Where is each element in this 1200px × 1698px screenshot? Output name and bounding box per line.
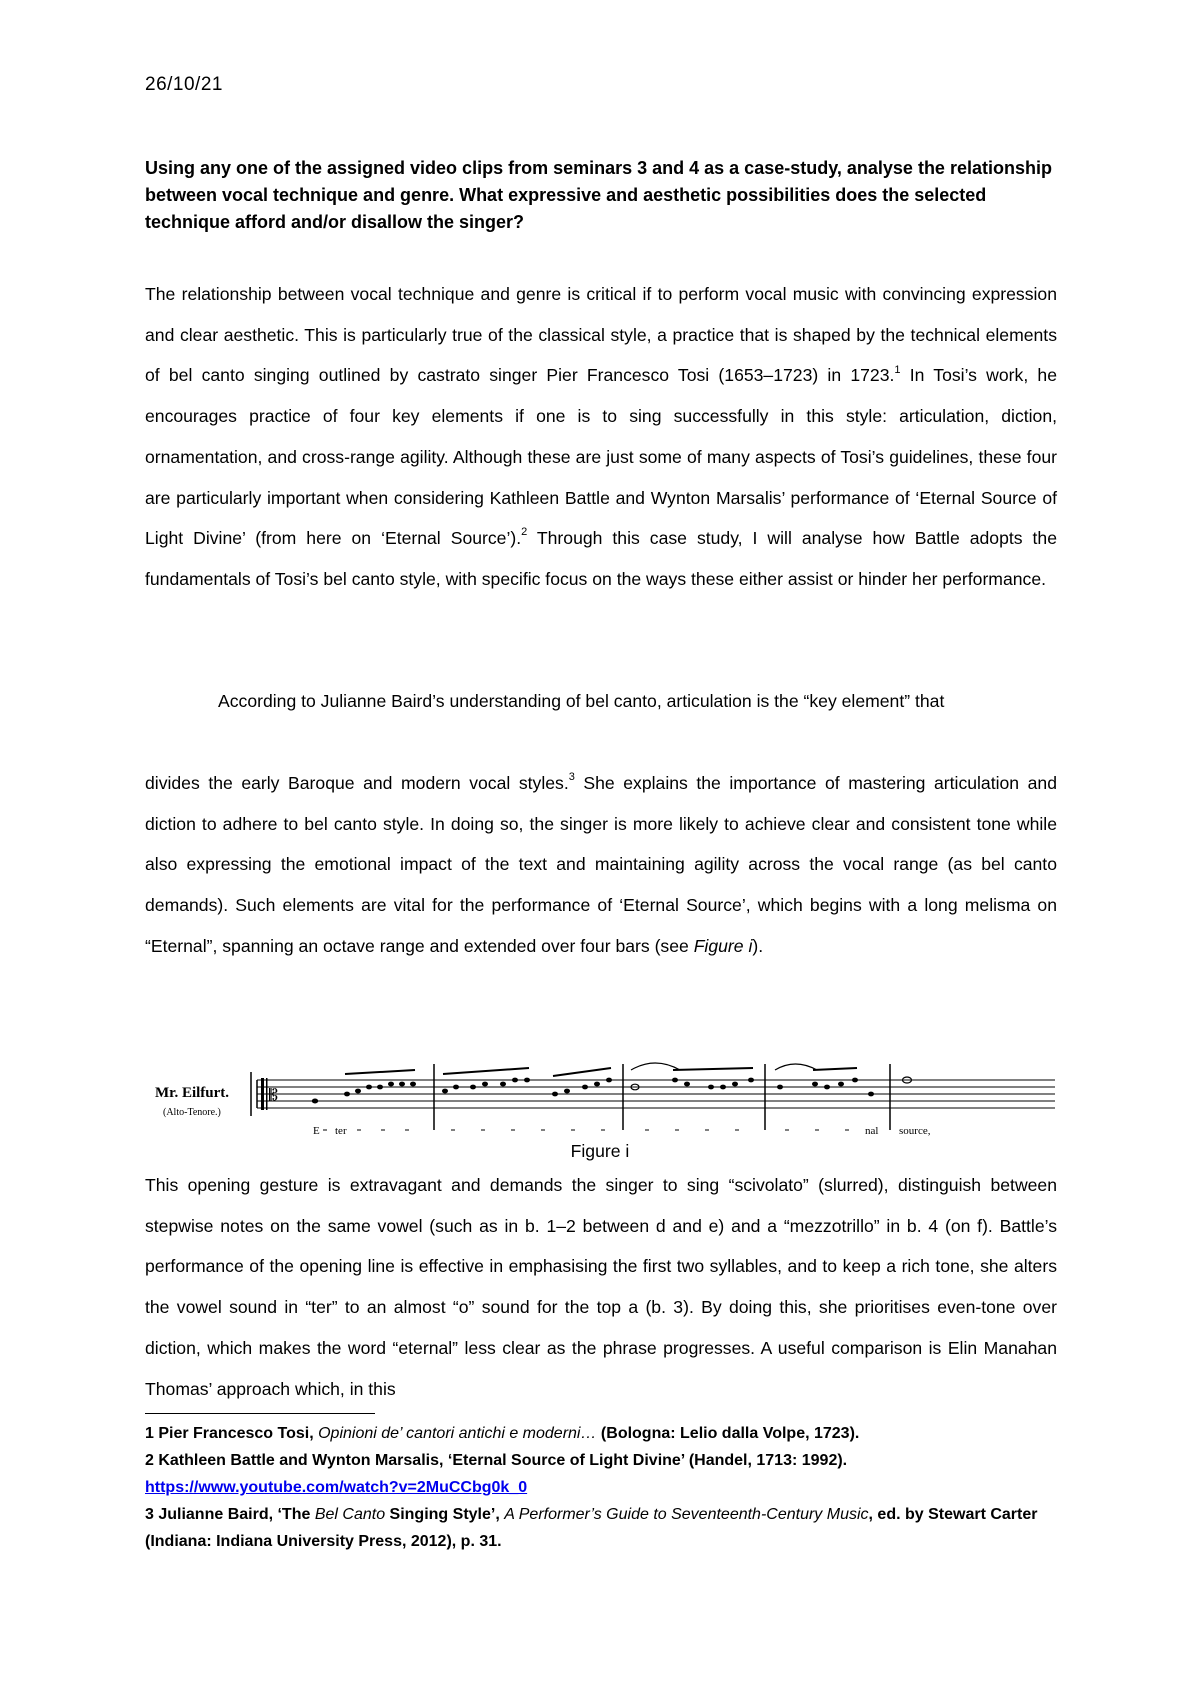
staff-lines bbox=[257, 1080, 1055, 1108]
score-voice-type: (Alto-Tenore.) bbox=[163, 1107, 221, 1118]
footnote-3-text-c: , ed. by Stewart Carter (Indiana: Indiana University Press, 2012), p. 31. bbox=[145, 1506, 1038, 1550]
paragraph-1-text-c: Through this case study, I will analyse how Battle adopts the fundamentals of Tosi’s bel canto style, with specific focus on the ways these either assist or hinder her performance. bbox=[145, 528, 1057, 589]
essay-question: Using any one of the assigned video clips from seminars 3 and 4 as a case-study, analyse the relationship between vocal technique and genre. What expressive and aesthetic possibilities does the selected technique afford and/or disallow the singer? bbox=[145, 158, 1052, 232]
score-lyric-ter: ter bbox=[335, 1125, 347, 1137]
notes bbox=[312, 1077, 912, 1104]
footnote-1-text-b: (Bologna: Lelio dalla Volpe, 1723). bbox=[596, 1425, 860, 1442]
footnote-3-italic-1: Bel Canto bbox=[314, 1506, 386, 1523]
paragraph-3: This opening gesture is extravagant and demands the singer to sing “scivolato” (slurred), distinguish between stepwise notes on the same vowel (such as in b. 1–2 between d and e) and a “mezzotrillo” in b. 4 (on f). Battle’s performance of the opening line is effective in emphasising the first two syllables, and to keep a rich tone, she alters the vowel sound in “ter” to an almost “o” sound for the top a (b. 3). By doing this, she prioritises even-tone over diction, which makes the word “eternal” less clear as the phrase progresses. A useful comparison is Elin Manahan Thomas’ approach which, in this bbox=[145, 1175, 1057, 1399]
figure-reference: Figure i bbox=[693, 935, 753, 956]
note-beams bbox=[345, 1063, 857, 1076]
paragraph-2-text-c: ). bbox=[752, 935, 764, 956]
footnote-3-text-b: Singing Style’, bbox=[385, 1506, 505, 1523]
footnote-1 bbox=[145, 1420, 1065, 1447]
footnote-divider bbox=[145, 1413, 375, 1414]
document-date: 26/10/21 bbox=[145, 74, 223, 95]
footnote-3 bbox=[145, 1501, 1065, 1555]
score-lyric-nal: nal bbox=[865, 1125, 879, 1137]
footnotes bbox=[145, 1420, 1065, 1555]
score-lyric-source: source, bbox=[899, 1125, 931, 1137]
footnote-1-text-a: 1 Pier Francesco Tosi, bbox=[145, 1425, 319, 1442]
score-singer-name: Mr. Eilfurt. bbox=[155, 1085, 230, 1101]
paragraph-2-text-b: She explains the importance of mastering articulation and diction to adhere to bel canto style. In doing so, the singer is more likely to achieve clear and consistent tone while also expressing the emotional impact of the text and maintaining agility across the vocal range (as bel canto demands). Such elements are vital for the performance of ‘Eternal Source’, which begins with a long melisma on “Eternal”, spanning an octave range and extended over four bars (see bbox=[145, 773, 1057, 956]
footnote-ref-2[interactable]: 2 bbox=[521, 526, 528, 539]
footnote-1-title: Opinioni de’ cantori antichi e moderni… bbox=[318, 1425, 597, 1442]
paragraph-1 bbox=[145, 274, 1057, 600]
footnote-2: 2 Kathleen Battle and Wynton Marsalis, ‘Eternal Source of Light Divine’ (Handel, 1713: 1992). bbox=[145, 1452, 848, 1469]
clef-icon bbox=[261, 1078, 278, 1110]
paragraph-2-text-a: divides the early Baroque and modern vocal styles. bbox=[145, 773, 569, 793]
score-lyric-e: E bbox=[313, 1125, 320, 1137]
footnote-ref-1[interactable]: 1 bbox=[894, 363, 901, 376]
paragraph-2 bbox=[145, 763, 1057, 967]
svg-text:𝄡: 𝄡 bbox=[269, 1085, 278, 1104]
paragraph-1-text-b: In Tosi’s work, he encourages practice of four key elements if one is to sing successfully in this style: articulation, diction, ornamentation, and cross-range agility. Although these are just some of many aspects of Tosi’s guidelines, these four are particularly important when considering Kathleen Battle and Wynton Marsalis’ performance of ‘Eternal Source of Light Divine’ (from here on ‘Eternal Source’). bbox=[145, 365, 1057, 549]
footnote-3-text-a: 3 Julianne Baird, ‘The bbox=[145, 1506, 315, 1523]
music-score-figure bbox=[155, 1050, 1055, 1145]
footnote-3-book-title: A Performer’s Guide to Seventeenth-Century Music bbox=[504, 1506, 869, 1523]
figure-caption: Figure i bbox=[570, 1141, 630, 1161]
paragraph-2-first-line: According to Julianne Baird’s understanding of bel canto, articulation is the “key element” that bbox=[218, 691, 945, 711]
footnote-2-link[interactable]: https://www.youtube.com/watch?v=2MuCCbg0k_0 bbox=[145, 1479, 528, 1496]
footnote-ref-3[interactable]: 3 bbox=[568, 771, 575, 784]
paragraph-1-text-a: The relationship between vocal technique and genre is critical if to perform vocal music with convincing expression and clear aesthetic. This is particularly true of the classical style, a practice that is shaped by the technical elements of bel canto singing outlined by castrato singer Pier Francesco Tosi (1653–1723) in 1723. bbox=[145, 284, 1057, 386]
